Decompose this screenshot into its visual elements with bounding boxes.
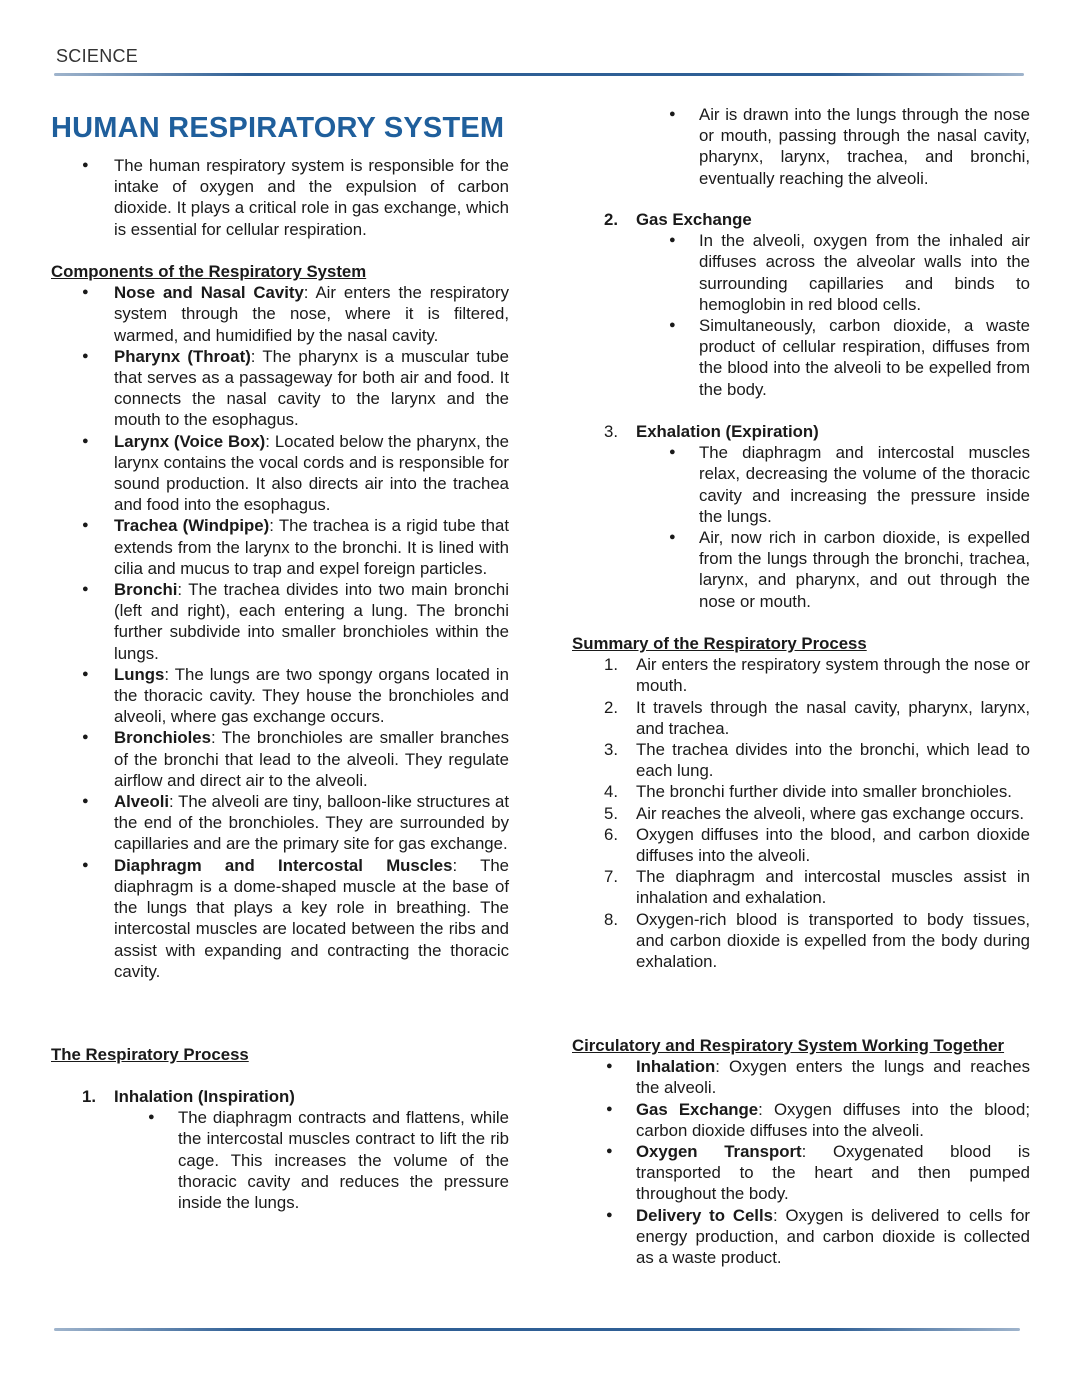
process-heading-block [51, 1044, 509, 1065]
step-bullet: ● Air, now rich in carbon dioxide, is expelled from the lungs through the bronchi, trachea, larynx, and pharynx, and out through the nose or mouth. [572, 527, 1030, 612]
component-item [51, 855, 509, 982]
step-bullet: ● The diaphragm and intercostal muscles relax, decreasing the volume of the thoracic cavity and increasing the pressure inside the lungs. [572, 442, 1030, 527]
summary-number: 8. [604, 909, 618, 929]
component-item [51, 664, 509, 728]
process-step-2 [572, 209, 1030, 400]
step-title [572, 421, 1030, 442]
circulatory-heading: Circulatory and Respiratory System Working Together [572, 1036, 1005, 1055]
component-item [51, 515, 509, 579]
component-item [51, 579, 509, 664]
summary-item [572, 909, 1030, 973]
component-text: : The alveoli are tiny, balloon-like structures at the end of the bronchioles. They are surrounded by capillaries and are the primary site for gas exchange. [114, 792, 509, 854]
component-text: : The diaphragm is a dome-shaped muscle at the base of the lungs that plays a key role in breathing. The intercostal muscles are located between the ribs and assist with expanding and contracting the thoracic cavity. [114, 855, 509, 981]
step-bullet: ● In the alveoli, oxygen from the inhaled air diffuses across the alveolar walls into the surrounding capillaries and binds to hemoglobin in red blood cells. [572, 230, 1030, 315]
step-number: 2. [604, 210, 618, 229]
step-title-text: Gas Exchange [636, 210, 752, 229]
circulatory-term: Inhalation [636, 1057, 716, 1077]
component-item [51, 791, 509, 855]
component-term: Lungs [114, 664, 165, 684]
summary-number: 6. [604, 824, 618, 844]
circulatory-text: : Oxygen is delivered to cells for energy production, and carbon dioxide is collected as a waste product. [636, 1205, 1030, 1268]
summary-number: 4. [604, 782, 618, 802]
footer-rule [54, 1328, 1020, 1331]
component-term: Bronchioles [114, 728, 211, 748]
step-bullets [572, 230, 1030, 400]
summary-list [572, 654, 1030, 972]
component-term: Nose and Nasal Cavity [114, 283, 304, 303]
circulatory-text: : Oxygen diffuses into the blood; carbon dioxide diffuses into the alveoli. [636, 1099, 1030, 1140]
component-text: : Located below the pharynx, the larynx contains the vocal cords and is responsible for sound production. It also directs air into the trachea and food into the esophagus. [114, 431, 510, 515]
step-title-text: Exhalation (Expiration) [636, 422, 819, 441]
summary-heading: Summary of the Respiratory Process [572, 634, 867, 653]
circulatory-section [572, 1035, 1030, 1268]
component-item [51, 282, 509, 346]
header-label: SCIENCE [56, 46, 139, 66]
step-title [572, 209, 1030, 230]
circulatory-text: : Oxygenated blood is transported to the heart and then pumped throughout the body. [636, 1142, 1030, 1204]
circulatory-item [572, 1099, 1030, 1141]
step-title [51, 1086, 509, 1107]
intro-text: ● The human respiratory system is responsible for the intake of oxygen and the expulsion of carbon dioxide. It plays a critical role in gas exchange, which is essential for cellular respiration. [51, 155, 509, 240]
component-item [51, 727, 509, 791]
component-term: Larynx (Voice Box) [114, 431, 266, 451]
summary-item [572, 824, 1030, 866]
circulatory-item [572, 1205, 1030, 1269]
step-bullet: ● The diaphragm contracts and flattens, while the intercostal muscles contract to lift the rib cage. This increases the volume of the thoracic cavity and reduces the pressure inside the lungs. [51, 1107, 509, 1213]
circulatory-term: Gas Exchange [636, 1099, 759, 1119]
process-heading: The Respiratory Process [51, 1045, 249, 1064]
summary-number: 1. [604, 655, 618, 675]
components-heading: Components of the Respiratory System [51, 262, 367, 281]
summary-text: It travels through the nasal cavity, pharynx, larynx, and trachea. [636, 697, 1030, 738]
components-section [51, 261, 509, 982]
component-text: : The trachea divides into two main bronchi (left and right), each entering a lung. The bronchi further subdivide into smaller bronchioles within the lungs. [114, 580, 509, 663]
component-text: : The pharynx is a muscular tube that serves as a passageway for both air and food. It connects the nasal cavity to the larynx and the mouth to the esophagus. [114, 346, 509, 430]
intro-list [51, 155, 509, 240]
summary-text: The diaphragm and intercostal muscles assist in inhalation and exhalation. [636, 867, 1030, 908]
page-title: HUMAN RESPIRATORY SYSTEM [51, 112, 505, 144]
circulatory-list [572, 1056, 1030, 1268]
step-bullet: ● Air is drawn into the lungs through the nose or mouth, passing through the nasal cavity, pharynx, larynx, trachea, and bronchi, eventually reaching the alveoli. [572, 104, 1030, 189]
component-term: Trachea (Windpipe) [114, 516, 270, 536]
component-text: : Air enters the respiratory system through the nose, where it is filtered, warmed, and humidified by the nasal cavity. [114, 283, 509, 345]
component-term: Bronchi [114, 580, 178, 600]
circulatory-text: : Oxygen enters the lungs and reaches the alveoli. [636, 1057, 1030, 1098]
summary-text: Oxygen diffuses into the blood, and carbon dioxide diffuses into the alveoli. [636, 824, 1030, 866]
step-number: 3. [604, 422, 618, 441]
summary-item [572, 866, 1030, 908]
summary-text: Oxygen-rich blood is transported to body tissues, and carbon dioxide is expelled from the body during exhalation. [636, 909, 1030, 972]
component-text: : The trachea is a rigid tube that extends from the larynx to the bronchi. It is lined with cilia and mucus to trap and expel foreign particles. [114, 516, 509, 578]
summary-text: Air enters the respiratory system through the nose or mouth. [636, 655, 1030, 696]
step-number: 1. [82, 1087, 96, 1106]
component-text: : The bronchioles are smaller branches of the bronchi that lead to the alveoli. They regulate airflow and direct air to the alveoli. [114, 728, 509, 790]
process-step-1 [51, 1086, 509, 1213]
circulatory-term: Oxygen Transport [636, 1142, 802, 1162]
summary-number: 2. [604, 697, 618, 717]
summary-item [572, 803, 1030, 824]
summary-number: 5. [604, 803, 618, 823]
header-rule [54, 73, 1024, 76]
summary-item [572, 781, 1030, 802]
step-bullets [572, 442, 1030, 612]
components-list [51, 282, 509, 982]
component-term: Alveoli [114, 792, 170, 812]
summary-item [572, 739, 1030, 781]
circulatory-item [572, 1141, 1030, 1205]
summary-item [572, 697, 1030, 739]
step-bullets [51, 1107, 509, 1213]
component-item [51, 346, 509, 431]
summary-text: The bronchi further divide into smaller bronchioles. [636, 782, 1012, 802]
summary-number: 3. [604, 740, 618, 760]
circulatory-item [572, 1056, 1030, 1098]
summary-item [572, 654, 1030, 696]
step-bullet: ● Simultaneously, carbon dioxide, a waste product of cellular respiration, diffuses from the blood into the alveoli to be expelled from the body. [572, 315, 1030, 400]
component-item [51, 431, 509, 516]
component-term: Diaphragm and Intercostal Muscles [114, 855, 453, 875]
summary-text: Air reaches the alveoli, where gas exchange occurs. [636, 803, 1025, 823]
summary-number: 7. [604, 867, 618, 887]
summary-section [572, 633, 1030, 972]
step-1-continued [572, 104, 1030, 189]
component-term: Pharynx (Throat) [114, 346, 251, 366]
component-text: : The lungs are two spongy organs located in the thoracic cavity. They house the bronchioles and alveoli, where gas exchange occurs. [114, 664, 509, 727]
summary-text: The trachea divides into the bronchi, which lead to each lung. [636, 740, 1030, 781]
step-title-text: Inhalation (Inspiration) [114, 1087, 295, 1106]
circulatory-term: Delivery to Cells [636, 1205, 773, 1225]
process-step-3 [572, 421, 1030, 612]
